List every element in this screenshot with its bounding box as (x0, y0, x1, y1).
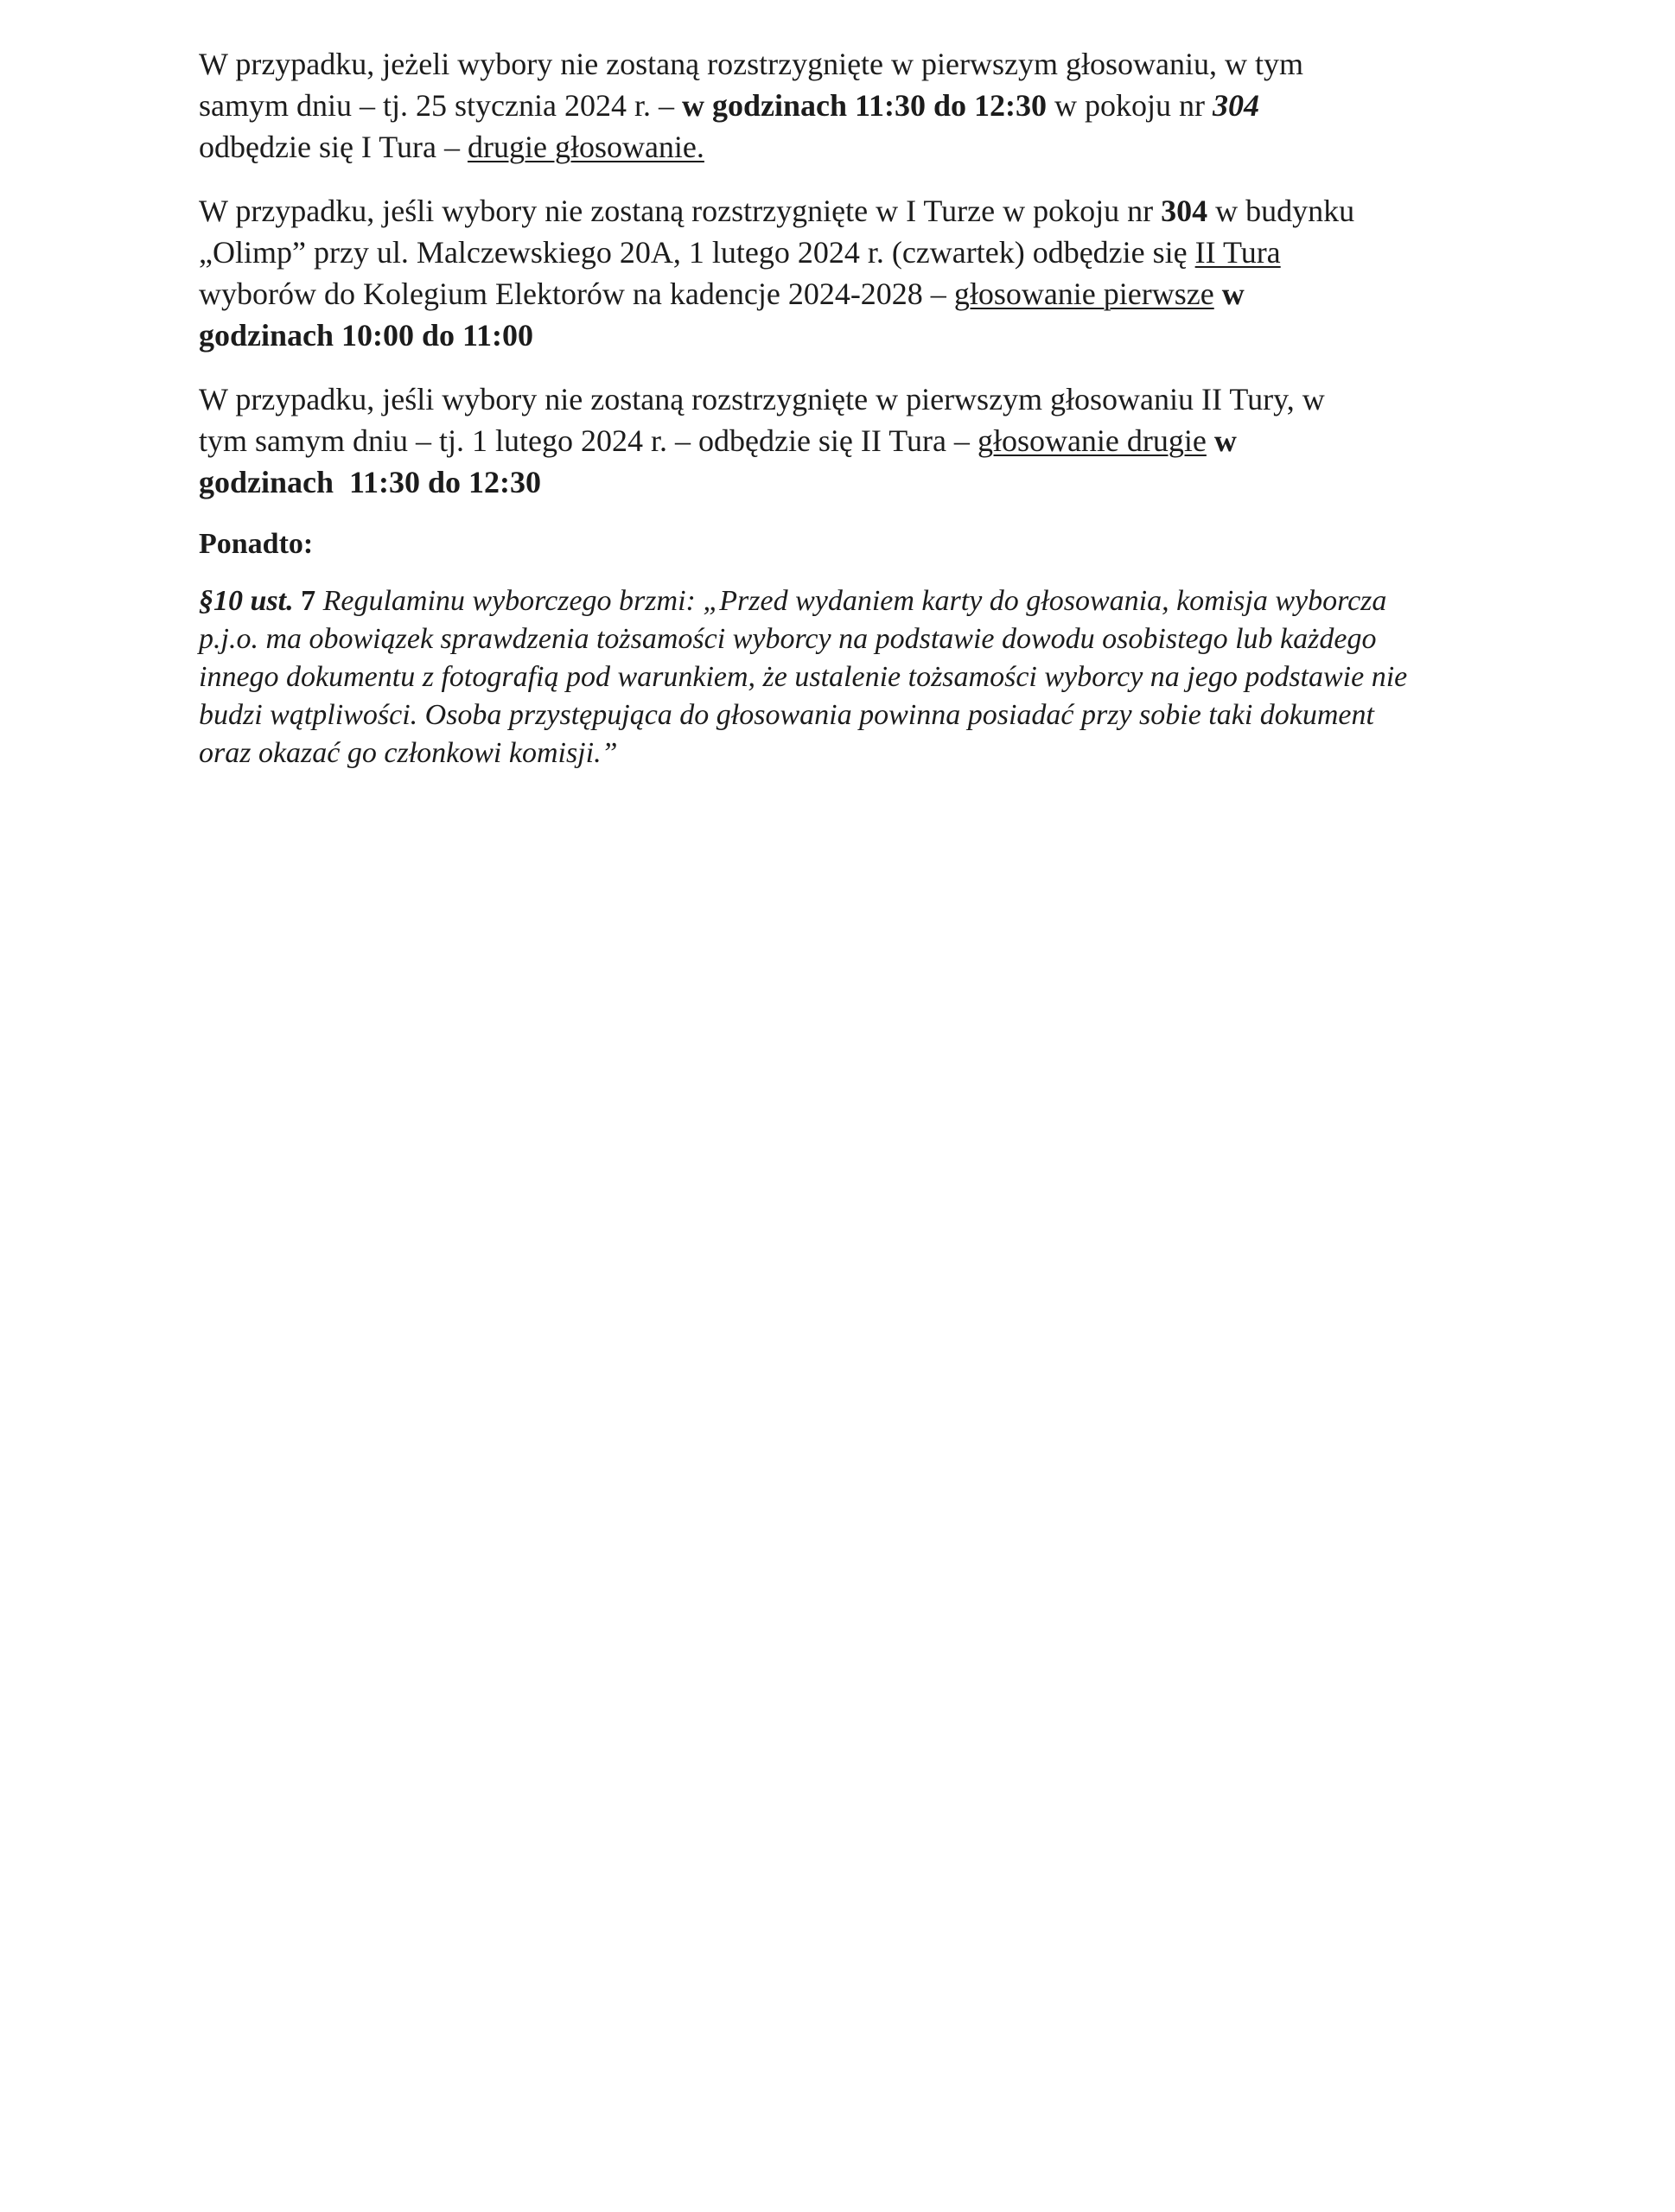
document-page (199, 43, 1495, 772)
text-line (199, 126, 1495, 168)
paragraph-first-round-second-vote (199, 43, 1495, 168)
text-line: innego dokumentu z fotografią pod warunkiem, że ustalenie tożsamości wyborcy na jego podstawie nie (199, 661, 1408, 693)
bold-text-run: w (1213, 276, 1245, 311)
text-run: W przypadku, jeśli wybory nie zostaną rozstrzygnięte w pierwszym głosowaniu II Tury, w (199, 382, 1325, 416)
text-line (199, 273, 1495, 315)
paragraph-second-round-first-vote (199, 190, 1495, 356)
bold-time-range: godzinach 11:30 do 12:30 (199, 465, 542, 499)
text-line: p.j.o. ma obowiązek sprawdzenia tożsamości wyborcy na podstawie dowodu osobistego lub każdego (199, 623, 1377, 655)
bold-time-range: godzinach 10:00 do 11:00 (199, 318, 534, 353)
room-number: 304 (1161, 194, 1208, 228)
text-run: wyborów do Kolegium Elektorów na kadencje 2024-2028 – (199, 276, 954, 311)
text-line: budzi wątpliwości. Osoba przystępująca do głosowania powinna posiadać przy sobie taki dokument (199, 699, 1374, 731)
underlined-vote-label: głosowanie pierwsze (953, 276, 1214, 311)
text-line (199, 43, 1495, 85)
text-line (199, 378, 1495, 420)
text-line (199, 190, 1495, 232)
underlined-vote-label: głosowanie drugie (977, 423, 1207, 458)
regulation-reference: §10 ust. (199, 585, 294, 617)
underlined-round-label: II Tura (1194, 235, 1281, 270)
text-run: w budynku (1207, 194, 1355, 228)
regulation-paragraph-number: 7 (293, 585, 316, 617)
text-line (199, 420, 1495, 461)
section-heading: Ponadto: (199, 528, 314, 560)
bold-text-run: w (1206, 423, 1237, 458)
bold-time-range: w godzinach 11:30 do 12:30 (681, 88, 1047, 123)
text-line (199, 232, 1495, 273)
text-run: W przypadku, jeżeli wybory nie zostaną rozstrzygnięte w pierwszym głosowaniu, w tym (199, 47, 1303, 81)
text-run: samym dniu – tj. 25 stycznia 2024 r. – (199, 88, 682, 123)
text-run: Regulaminu wyborczego brzmi: „Przed wydaniem karty do głosowania, komisja wyborcza (315, 585, 1387, 617)
text-run: W przypadku, jeśli wybory nie zostaną rozstrzygnięte w I Turze w pokoju nr (199, 194, 1162, 228)
text-line: oraz okazać go członkowi komisji.” (199, 737, 618, 769)
text-run: tym samym dniu – tj. 1 lutego 2024 r. – odbędzie się II Tura – (199, 423, 978, 458)
text-run: „Olimp” przy ul. Malczewskiego 20A, 1 lutego 2024 r. (czwartek) odbędzie się (199, 235, 1195, 270)
text-line (199, 85, 1495, 126)
room-number: 304 (1213, 88, 1259, 123)
paragraph-second-round-second-vote (199, 378, 1495, 503)
text-run: odbędzie się I Tura – (199, 130, 468, 164)
regulation-quote (199, 582, 1495, 772)
text-line (199, 582, 1495, 620)
underlined-vote-label: drugie głosowanie. (467, 130, 704, 164)
text-run: w pokoju nr (1047, 88, 1213, 123)
